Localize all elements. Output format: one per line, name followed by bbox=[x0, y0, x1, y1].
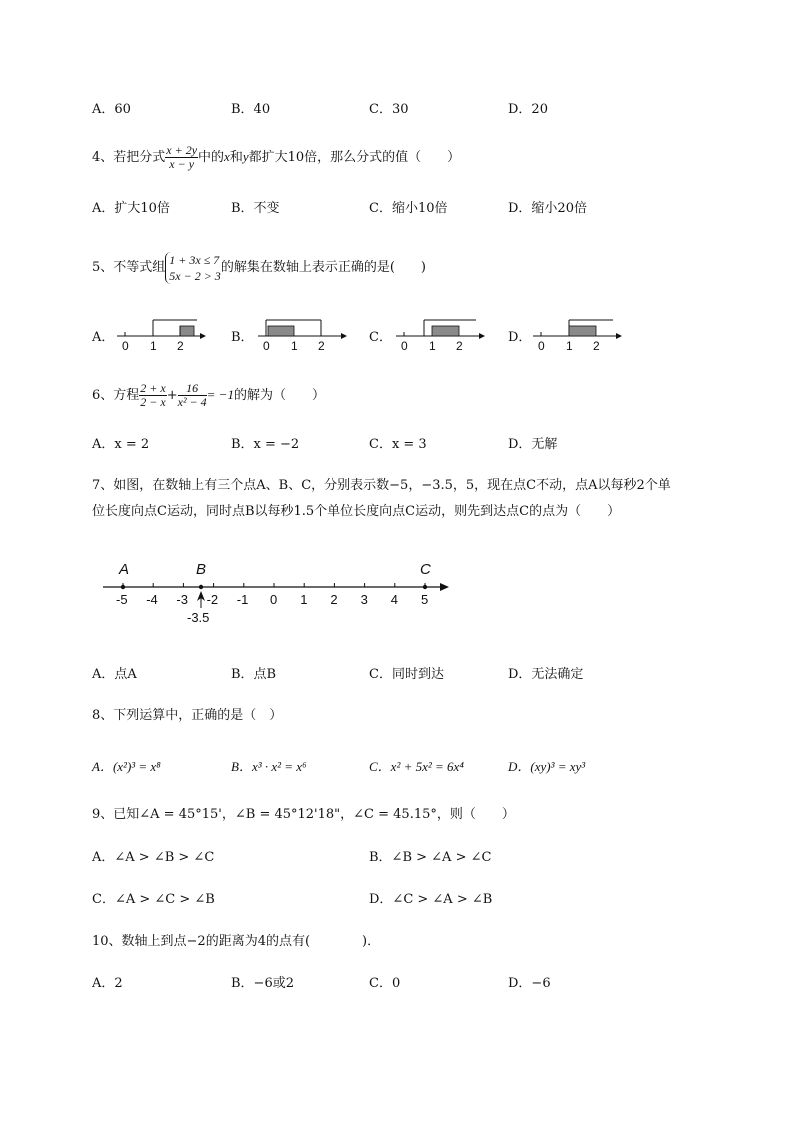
q8-stem: 8、下列运算中，正确的是（ ） bbox=[92, 708, 283, 723]
q6-prefix: 6、方程 bbox=[92, 388, 140, 403]
q4-fraction-numerator: x + 2y bbox=[166, 143, 198, 157]
q4-mid2: 和 bbox=[229, 150, 243, 165]
q6-fraction-1-numerator: 2 + x bbox=[140, 381, 166, 395]
q6-option-c: C．x = 3 bbox=[369, 437, 427, 452]
q4-option-d: D．缩小20倍 bbox=[508, 201, 587, 216]
q10-option-b: B．−6或2 bbox=[231, 976, 294, 991]
q10-stem: 10、数轴上到点−2的距离为4的点有( )． bbox=[92, 934, 381, 949]
q4-var-y: y bbox=[242, 149, 249, 164]
q5-inequality-1: 1 + 3x ≤ 7 bbox=[169, 252, 220, 267]
q7-tick-label: -3 bbox=[176, 592, 188, 607]
q5-b-tick-1: 1 bbox=[291, 339, 298, 353]
q4-option-a: A．扩大10倍 bbox=[92, 201, 170, 216]
q7-b-value-label: -3.5 bbox=[187, 610, 210, 625]
q3-option-a: A．60 bbox=[92, 102, 131, 117]
q3-option-c: C．30 bbox=[369, 102, 409, 117]
q5-prefix: 5、不等式组 bbox=[92, 260, 166, 275]
q7-option-c: C．同时到达 bbox=[369, 667, 444, 682]
q3-option-b: B．40 bbox=[231, 102, 271, 117]
q6-suffix: 的解为（ ） bbox=[233, 388, 325, 403]
q7-point-a-label: A bbox=[119, 561, 130, 578]
q8-option-a: A．(x²)³ = x⁸ bbox=[92, 759, 161, 774]
q6-fraction-1-denominator: 2 − x bbox=[140, 395, 166, 409]
q7-tick-label: 0 bbox=[270, 592, 278, 607]
q6-option-b: B．x = −2 bbox=[231, 437, 300, 452]
q4-option-b: B．不变 bbox=[231, 201, 280, 216]
q6-stem bbox=[92, 378, 325, 413]
q4-suffix: 都扩大10倍，那么分式的值（ ） bbox=[248, 150, 461, 165]
q10-option-d: D．−6 bbox=[508, 976, 551, 991]
q5-option-c-letter: C． bbox=[369, 330, 392, 345]
q9-option-b: B．∠B > ∠A > ∠C bbox=[369, 850, 492, 865]
q7-tick-label: 2 bbox=[330, 592, 338, 607]
q5-option-b-number-line bbox=[256, 316, 351, 356]
q5-a-tick-2: 2 bbox=[177, 339, 184, 353]
q5-a-tick-0: 0 bbox=[122, 339, 129, 353]
q6-equals: = −1 bbox=[206, 387, 234, 402]
q6-fraction-2-denominator: x² − 4 bbox=[177, 395, 207, 409]
q7-stem-line-2: 位长度向点C运动，同时点B以每秒1.5个单位长度向点C运动，则先到达点C的点为（ ） bbox=[92, 504, 621, 519]
q4-stem bbox=[92, 140, 460, 175]
q7-tick-label: 3 bbox=[360, 592, 368, 607]
q4-fraction-denominator: x − y bbox=[169, 157, 195, 171]
q7-tick-label: -4 bbox=[146, 592, 158, 607]
q7-point-c-label: C bbox=[420, 561, 431, 578]
q5-c-tick-0: 0 bbox=[401, 339, 408, 353]
q8-option-b: B．x³ · x² = x⁶ bbox=[231, 759, 307, 774]
q5-option-d-letter: D． bbox=[508, 330, 532, 345]
q7-tick-label: -2 bbox=[206, 592, 219, 607]
q6-fraction-2-numerator: 16 bbox=[178, 382, 207, 396]
q5-inequality-system bbox=[165, 252, 221, 284]
q6-option-d: D．无解 bbox=[508, 437, 558, 452]
q4-prefix: 4、若把分式 bbox=[92, 150, 166, 165]
q6-fraction-1 bbox=[139, 382, 166, 409]
q5-option-b-letter: B． bbox=[231, 330, 254, 345]
q5-c-tick-2: 2 bbox=[456, 339, 463, 353]
q4-var-x: x bbox=[224, 149, 230, 164]
q5-option-c-number-line bbox=[394, 316, 489, 356]
q5-inequality-2: 5x − 2 > 3 bbox=[169, 268, 221, 283]
q9-stem: 9、已知∠A = 45°15'，∠B = 45°12'18"，∠C = 45.15°，则（ ） bbox=[92, 807, 515, 822]
q7-option-a: A．点A bbox=[92, 667, 137, 682]
q5-d-tick-1: 1 bbox=[566, 339, 573, 353]
q5-d-tick-0: 0 bbox=[538, 339, 545, 353]
q7-stem-line-1: 7、如图，在数轴上有三个点A、B、C，分别表示数−5，−3.5，5，现在点C不动，点A以每秒2个单 bbox=[92, 478, 671, 493]
q8-option-c: C．x² + 5x² = 6x⁴ bbox=[369, 759, 464, 774]
q4-option-c: C．缩小10倍 bbox=[369, 201, 448, 216]
q10-option-c: C．0 bbox=[369, 976, 401, 991]
q6-plus: + bbox=[166, 388, 178, 403]
q7-option-b: B．点B bbox=[231, 667, 277, 682]
q10-option-a: A．2 bbox=[92, 976, 123, 991]
q9-option-c: C．∠A > ∠C > ∠B bbox=[92, 892, 215, 907]
q6-fraction-2 bbox=[178, 382, 207, 409]
q5-stem bbox=[92, 250, 426, 286]
q9-option-d: D．∠C > ∠A > ∠B bbox=[369, 892, 493, 907]
q7-option-d: D．无法确定 bbox=[508, 667, 584, 682]
q5-a-tick-1: 1 bbox=[150, 339, 157, 353]
q7-tick-label: 4 bbox=[390, 592, 399, 607]
q5-b-tick-0: 0 bbox=[263, 339, 270, 353]
q9-option-a: A．∠A > ∠B > ∠C bbox=[92, 850, 215, 865]
q4-fraction bbox=[165, 144, 198, 171]
q5-d-tick-2: 2 bbox=[593, 339, 600, 353]
q5-b-tick-2: 2 bbox=[318, 339, 325, 353]
q3-option-d: D．20 bbox=[508, 102, 548, 117]
q7-tick-label: -5 bbox=[116, 592, 128, 607]
q7-tick-label: 1 bbox=[300, 592, 308, 607]
q5-c-tick-1: 1 bbox=[429, 339, 436, 353]
q5-option-a-number-line bbox=[115, 316, 210, 356]
q5-option-d-number-line bbox=[531, 316, 626, 356]
q5-suffix: 的解集在数轴上表示正确的是( ) bbox=[220, 260, 426, 275]
q5-option-a-letter: A． bbox=[92, 330, 115, 345]
q6-option-a: A．x = 2 bbox=[92, 437, 150, 452]
q7-point-b-label: B bbox=[196, 561, 207, 578]
q7-number-line bbox=[95, 556, 465, 632]
q4-mid1: 中的 bbox=[198, 150, 225, 165]
q8-option-d: D．(xy)³ = xy³ bbox=[508, 759, 586, 774]
q7-tick-label: -1 bbox=[236, 592, 249, 607]
q7-tick-label: 5 bbox=[421, 592, 429, 607]
